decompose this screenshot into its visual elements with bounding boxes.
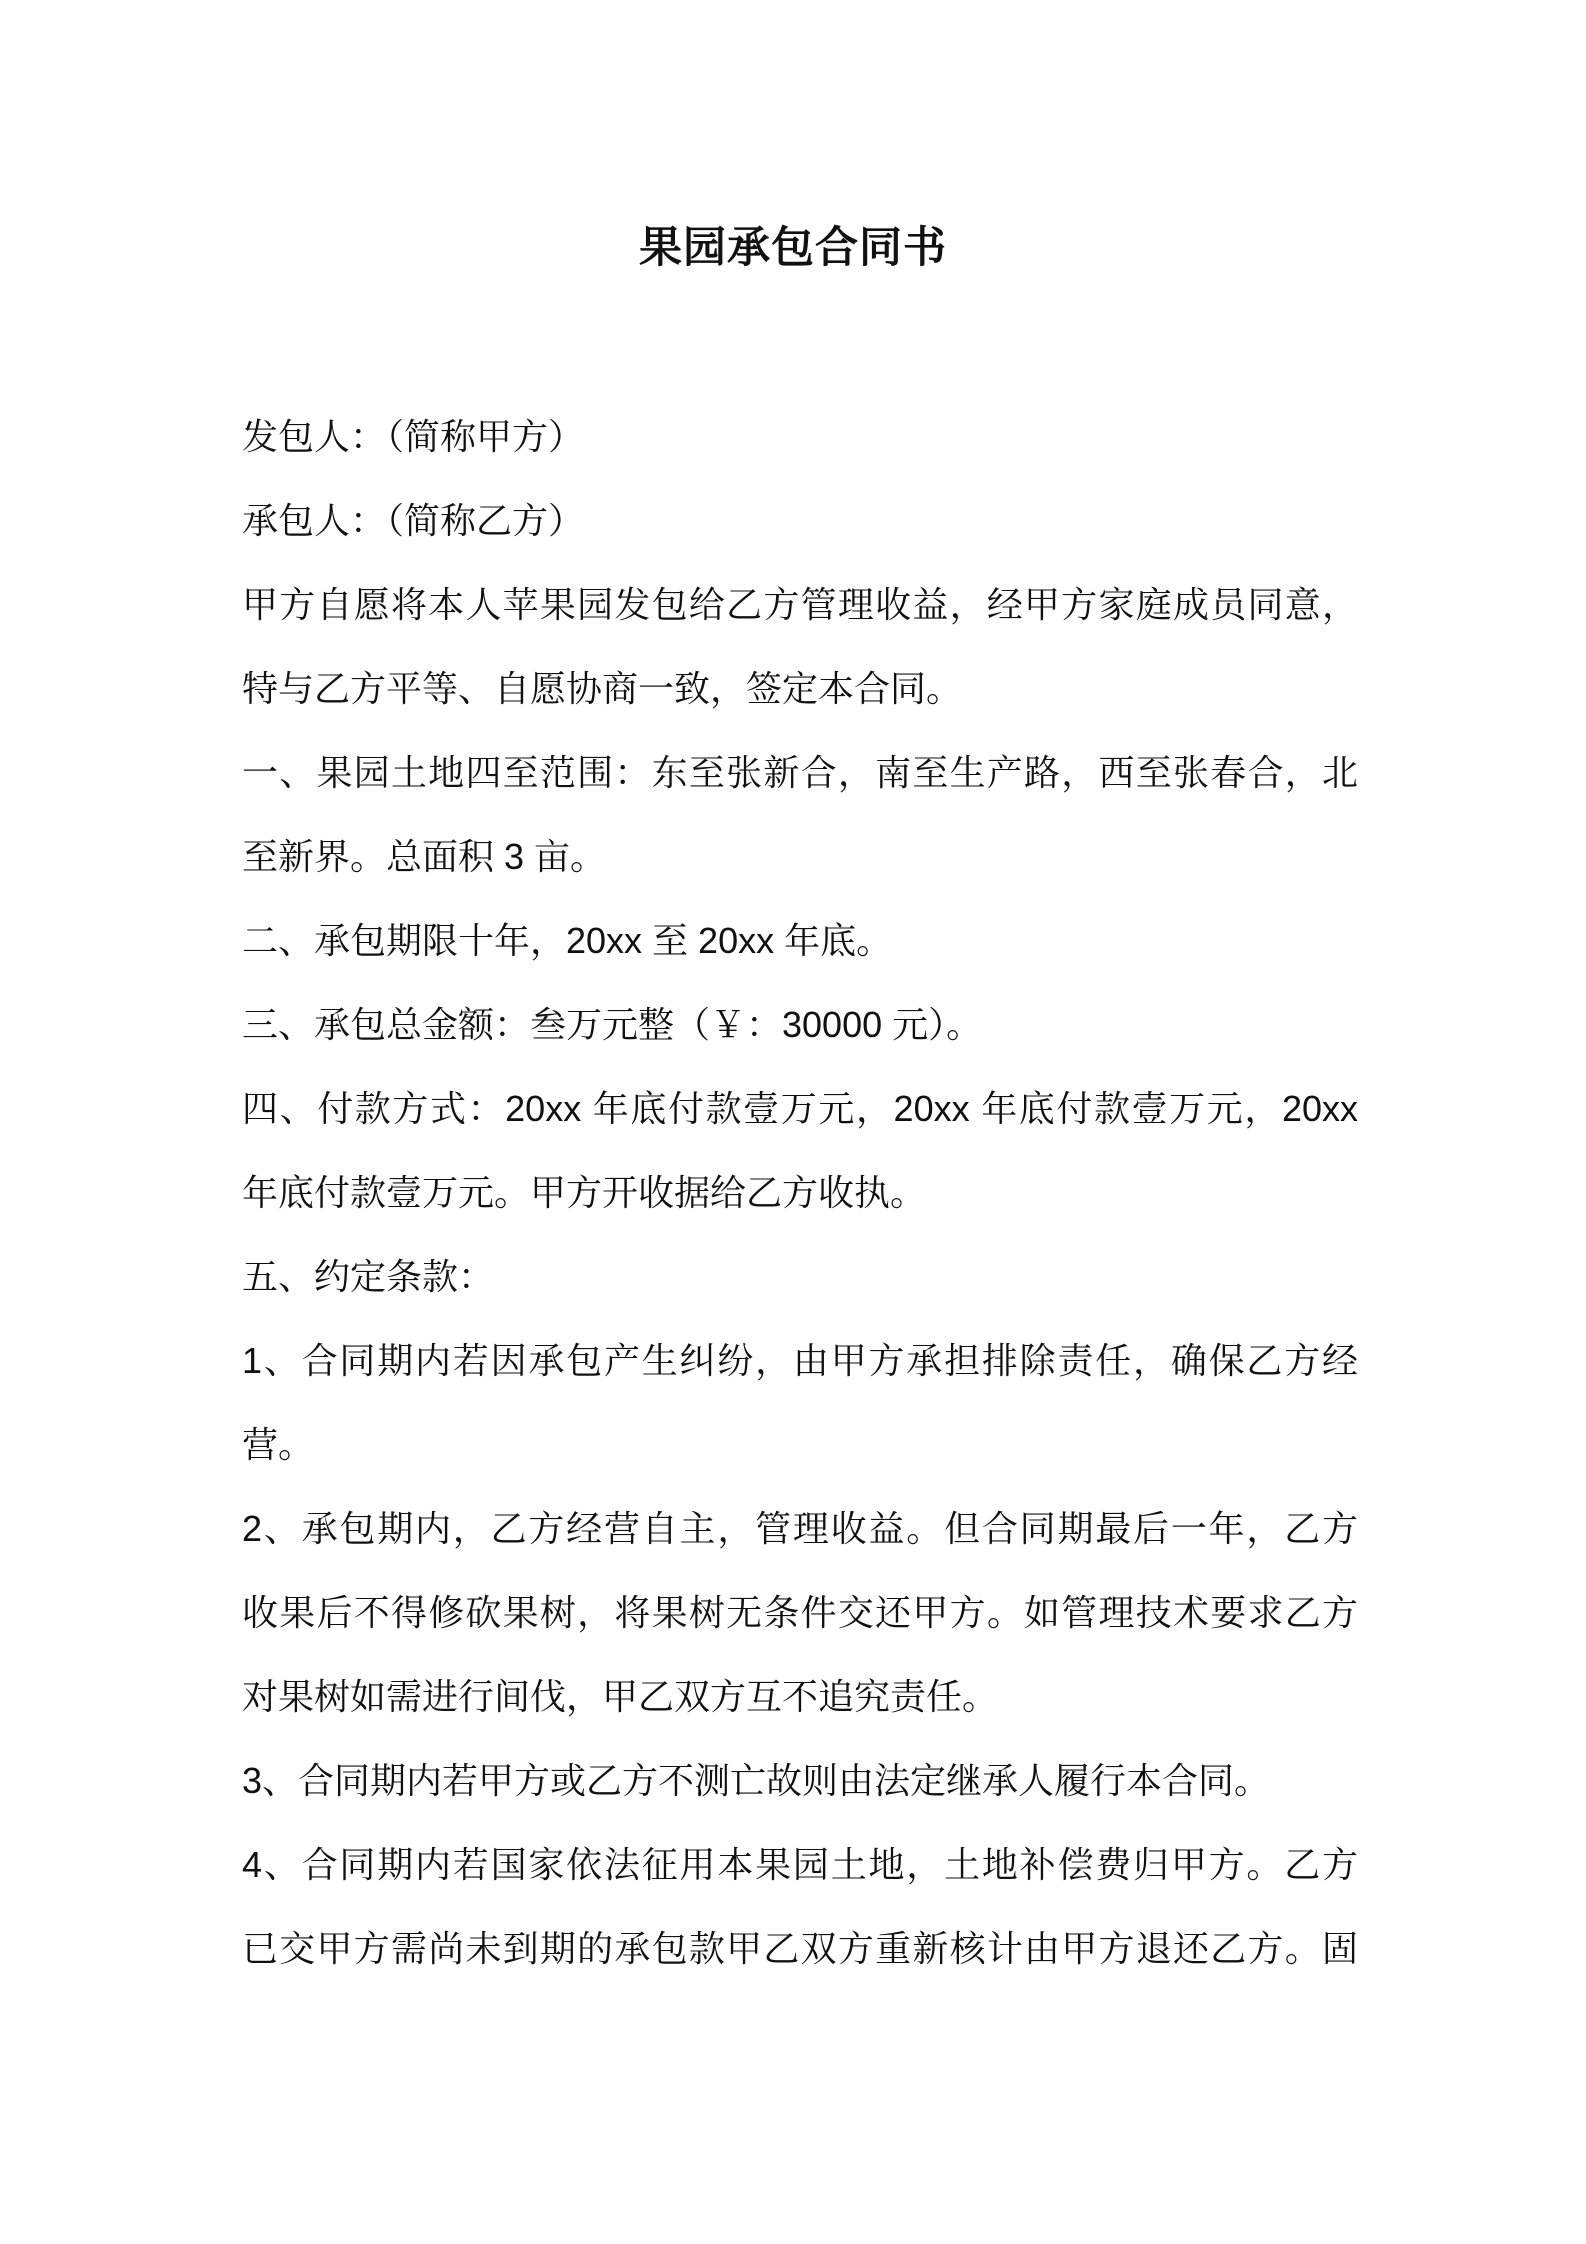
document-title: 果园承包合同书 — [639, 224, 947, 272]
preamble-paragraph — [242, 563, 1358, 731]
paragraph-line: 发包人：（简称甲方） — [242, 416, 585, 457]
document-body — [242, 395, 1358, 1991]
clause-payment — [242, 1067, 1358, 1235]
term-4-paragraph — [242, 1823, 1358, 1991]
term-3-paragraph — [242, 1739, 1358, 1823]
paragraph-line: 特与乙方平等、自愿协商一致，签定本合同。 — [242, 668, 963, 709]
term-2-paragraph — [242, 1487, 1358, 1739]
paragraph-line: 已交甲方需尚未到期的承包款甲乙双方重新核计由甲方退还乙方。固 — [242, 1928, 1358, 1969]
clause-term — [242, 899, 1358, 983]
paragraph-line: 3、合同期内若甲方或乙方不测亡故则由法定继承人履行本合同。 — [242, 1760, 1271, 1801]
clause-land-scope — [242, 731, 1358, 899]
paragraph-line: 年底付款壹万元。甲方开收据给乙方收执。 — [242, 1172, 927, 1213]
paragraph-line: 收果后不得修砍果树，将果树无条件交还甲方。如管理技术要求乙方 — [242, 1592, 1358, 1633]
clause-amount — [242, 983, 1358, 1067]
paragraph-line: 三、承包总金额：叁万元整（￥：30000 元）。 — [242, 1004, 983, 1045]
paragraph-line: 4、合同期内若国家依法征用本果园土地，土地补偿费归甲方。乙方 — [242, 1844, 1358, 1885]
term-1-paragraph — [242, 1319, 1358, 1487]
party-a-paragraph — [242, 395, 1358, 479]
clause-terms-heading — [242, 1235, 1358, 1319]
paragraph-line: 2、承包期内，乙方经营自主，管理收益。但合同期最后一年，乙方 — [242, 1508, 1358, 1549]
paragraph-line: 对果树如需进行间伐，甲乙双方互不追究责任。 — [242, 1676, 999, 1717]
paragraph-line: 甲方自愿将本人苹果园发包给乙方管理收益，经甲方家庭成员同意， — [242, 584, 1358, 625]
paragraph-line: 承包人：（简称乙方） — [242, 500, 585, 541]
paragraph-line: 四、付款方式：20xx 年底付款壹万元，20xx 年底付款壹万元，20xx — [242, 1088, 1358, 1129]
paragraph-line: 至新界。总面积 3 亩。 — [242, 836, 607, 877]
paragraph-line: 二、承包期限十年，20xx 至 20xx 年底。 — [242, 920, 893, 961]
paragraph-line: 一、果园土地四至范围：东至张新合，南至生产路，西至张春合，北 — [242, 752, 1358, 793]
paragraph-line: 营。 — [242, 1424, 315, 1465]
paragraph-line: 1、合同期内若因承包产生纠纷，由甲方承担排除责任，确保乙方经 — [242, 1340, 1358, 1381]
paragraph-line: 五、约定条款： — [242, 1256, 495, 1297]
party-b-paragraph — [242, 479, 1358, 563]
